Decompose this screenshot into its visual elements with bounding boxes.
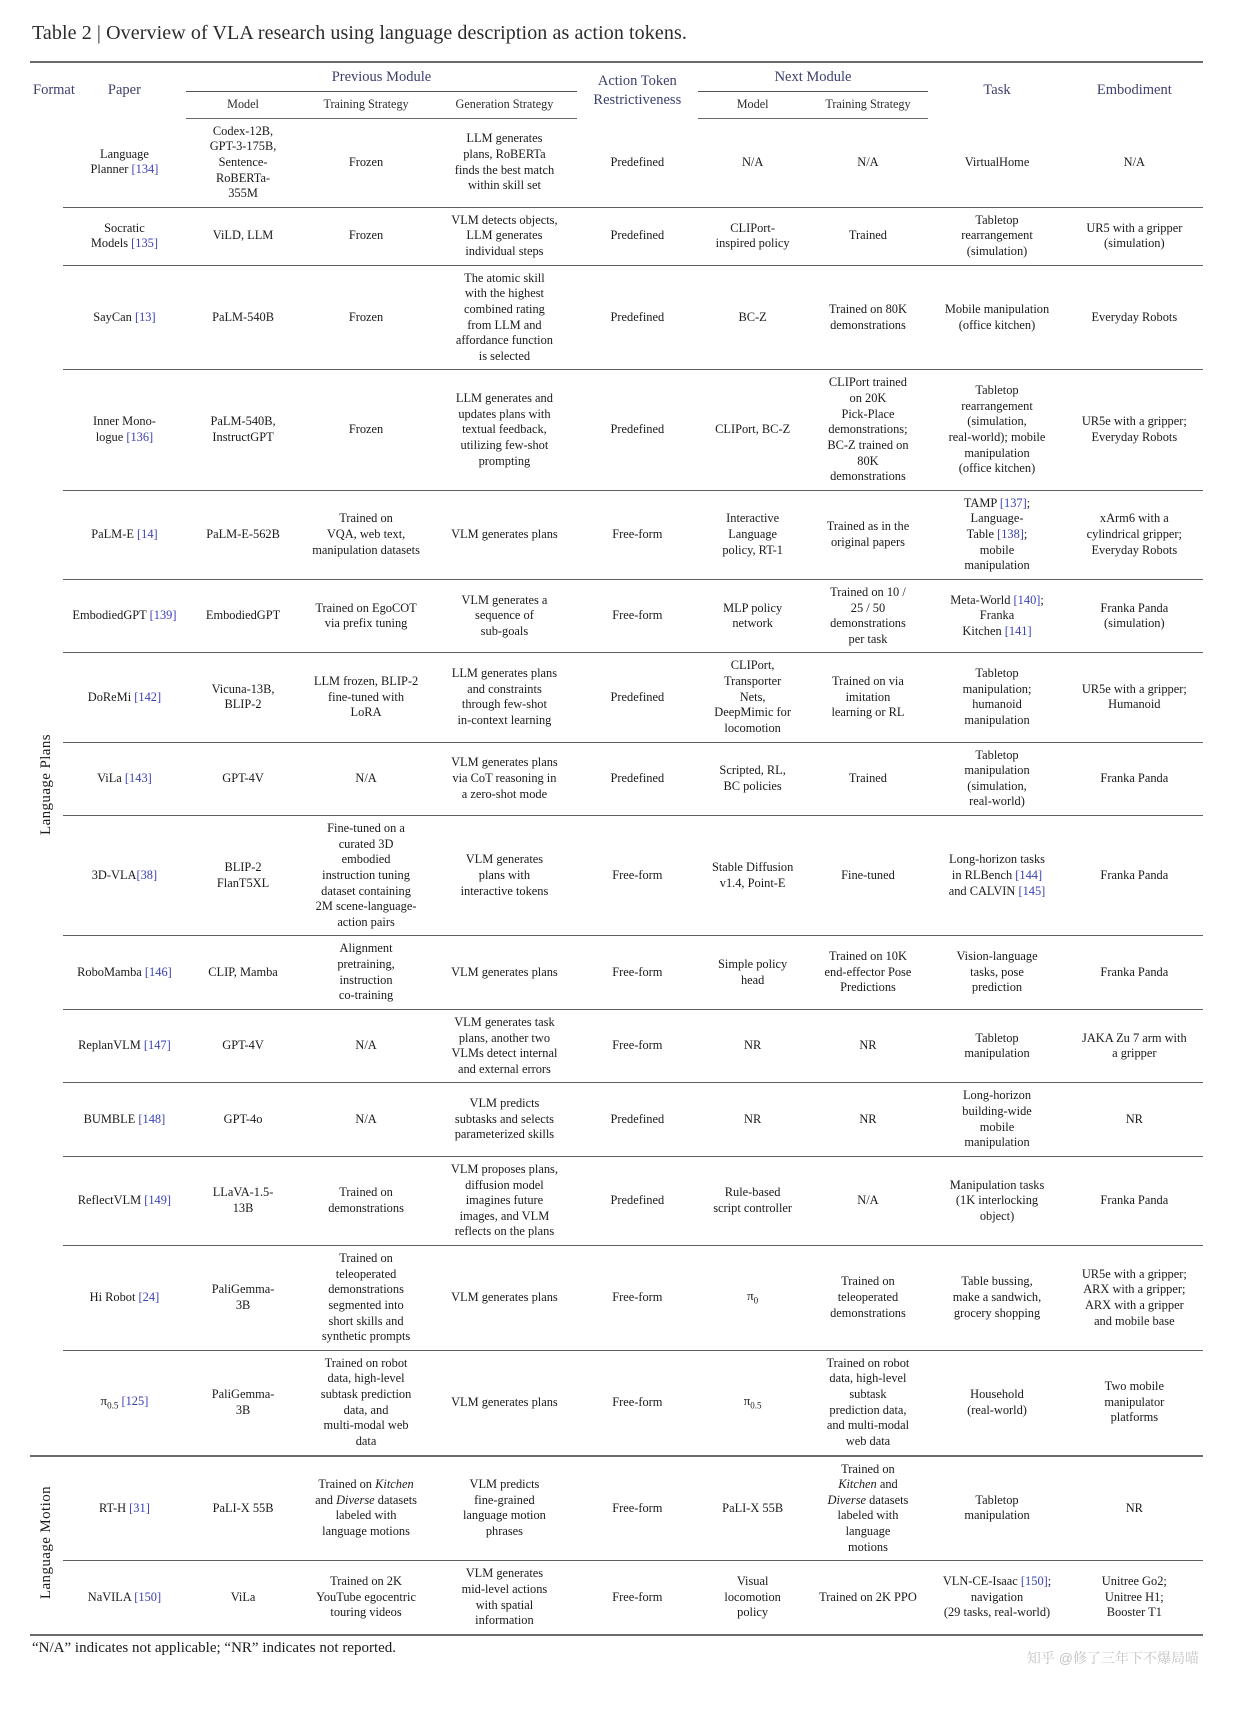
cell-next-training: Trained as in the original papers bbox=[808, 490, 929, 579]
cell-prev-generation: VLM generates task plans, another two VLMs detect internal and external errors bbox=[432, 1009, 577, 1083]
cell-prev-training: Trained on 2K YouTube egocentric touring videos bbox=[300, 1561, 432, 1635]
cell-action-token: Free-form bbox=[577, 1561, 698, 1635]
cell-prev-model: GPT-4o bbox=[186, 1083, 300, 1157]
citation-link[interactable]: [134] bbox=[131, 162, 159, 177]
cell-next-model: MLP policy network bbox=[698, 579, 808, 653]
cell-next-training: Trained on via imitation learning or RL bbox=[808, 653, 929, 742]
cell-embodiment: JAKA Zu 7 arm with a gripper bbox=[1066, 1009, 1203, 1083]
cell-paper: RoboMamba [146] bbox=[63, 936, 186, 1010]
citation-link[interactable]: [136] bbox=[126, 430, 154, 445]
cell-task: TAMP [137]; Language- Table [138]; mobile manipulation bbox=[928, 490, 1065, 579]
cell-next-model: NR bbox=[698, 1009, 808, 1083]
cell-task: Tabletop manipulation; humanoid manipulation bbox=[928, 653, 1065, 742]
cell-next-training: Trained on 10K end-effector Pose Predictions bbox=[808, 936, 929, 1010]
cell-next-model: NR bbox=[698, 1083, 808, 1157]
cell-next-model: Scripted, RL, BC policies bbox=[698, 742, 808, 816]
cell-next-training: Trained on 80K demonstrations bbox=[808, 265, 929, 370]
cell-next-model: $\pi_{0.5}$ bbox=[698, 1350, 808, 1455]
col-header-task: Task bbox=[928, 62, 1065, 118]
table-bottom-rule bbox=[30, 1635, 1203, 1636]
cell-prev-model: ViLa bbox=[186, 1561, 300, 1635]
citation-link[interactable]: [13] bbox=[134, 309, 156, 324]
cell-prev-model: GPT-4V bbox=[186, 742, 300, 816]
cell-prev-training: Trained on teleoperated demonstrations segmented into short skills and synthetic prompts bbox=[300, 1246, 432, 1351]
cell-prev-generation: The atomic skill with the highest combined rating from LLM and affordance function is selected bbox=[432, 265, 577, 370]
table-row bbox=[30, 1156, 1203, 1245]
cell-task: Vision-language tasks, pose prediction bbox=[928, 936, 1065, 1010]
cell-next-training: N/A bbox=[857, 154, 879, 169]
rule-segment bbox=[577, 1635, 698, 1636]
cell-embodiment: Franka Panda bbox=[1066, 1156, 1203, 1245]
table-row bbox=[30, 1350, 1203, 1455]
citation-link[interactable]: [146] bbox=[144, 964, 172, 979]
cell-prev-generation: LLM generates plans, RoBERTa finds the best match within skill set bbox=[454, 131, 555, 193]
cell-task: Table bussing, make a sandwich, grocery shopping bbox=[928, 1246, 1065, 1351]
cell-prev-model: EmbodiedGPT bbox=[186, 579, 300, 653]
cell-embodiment: Unitree Go2; Unitree H1; Booster T1 bbox=[1066, 1561, 1203, 1635]
cell-next-model: Rule-based script controller bbox=[698, 1156, 808, 1245]
cell-next-training: Trained bbox=[808, 742, 929, 816]
cell-task: Tabletop manipulation (simulation, real-world) bbox=[928, 742, 1065, 816]
table-row bbox=[30, 653, 1203, 742]
cell-next-training: NR bbox=[808, 1009, 929, 1083]
cell-prev-model: PaLM-540B, InstructGPT bbox=[186, 370, 300, 490]
citation-link[interactable]: [38] bbox=[136, 867, 158, 882]
cell-prev-model: BLIP-2 FlanT5XL bbox=[186, 816, 300, 936]
cell-next-model: PaLI-X 55B bbox=[698, 1456, 808, 1561]
cell-prev-generation: VLM generates plans via CoT reasoning in a zero-shot mode bbox=[432, 742, 577, 816]
cell-prev-generation: VLM generates plans bbox=[432, 1246, 577, 1351]
cell-prev-model: PaliGemma- 3B bbox=[186, 1350, 300, 1455]
cell-task: Long-horizon building-wide mobile manipulation bbox=[928, 1083, 1065, 1157]
cell-task: Tabletop manipulation bbox=[928, 1009, 1065, 1083]
cell-prev-training: Frozen bbox=[348, 154, 384, 169]
col-header-prev-generation: Generation Strategy bbox=[432, 92, 577, 118]
cell-prev-generation: VLM generates plans with interactive tokens bbox=[432, 816, 577, 936]
cell-next-model: CLIPort, Transporter Nets, DeepMimic for locomotion bbox=[698, 653, 808, 742]
table-row bbox=[30, 207, 1203, 265]
table-caption: Table 2 | Overview of VLA research using language description as action tokens. bbox=[32, 22, 687, 44]
citation-link[interactable]: [135] bbox=[131, 236, 158, 251]
cell-paper: BUMBLE [148] bbox=[63, 1083, 186, 1157]
cell-action-token: Predefined bbox=[577, 1083, 698, 1157]
rule-segment bbox=[300, 1635, 432, 1636]
citation-link[interactable]: [31] bbox=[129, 1500, 150, 1515]
cell-action-token: Predefined bbox=[610, 154, 665, 169]
cell-next-model: N/A bbox=[741, 154, 764, 169]
cell-prev-training: N/A bbox=[300, 1009, 432, 1083]
citation-link[interactable]: [139] bbox=[149, 608, 177, 623]
table-row bbox=[30, 1561, 1203, 1635]
cell-next-training: Trained on robot data, high-level subtask prediction data, and multi-modal web data bbox=[808, 1350, 929, 1455]
citation-link[interactable]: [148] bbox=[138, 1111, 166, 1126]
cell-embodiment: UR5e with a gripper; ARX with a gripper; ARX with a gripper and mobile base bbox=[1066, 1246, 1203, 1351]
cell-prev-generation: VLM detects objects, LLM generates individual steps bbox=[432, 207, 577, 265]
table-body bbox=[30, 118, 1203, 1636]
cell-action-token: Predefined bbox=[577, 265, 698, 370]
cell-action-token: Predefined bbox=[577, 370, 698, 490]
table-row bbox=[30, 1009, 1203, 1083]
cell-prev-training: N/A bbox=[300, 1083, 432, 1157]
cell-action-token: Free-form bbox=[577, 816, 698, 936]
table-row bbox=[30, 1456, 1203, 1561]
cell-embodiment: NR bbox=[1066, 1456, 1203, 1561]
col-header-paper: Paper bbox=[63, 62, 186, 118]
cell-prev-model: Codex-12B, GPT-3-175B, Sentence- RoBERTa- 355M bbox=[209, 123, 277, 201]
cell-prev-generation: VLM proposes plans, diffusion model imagines future images, and VLM reflects on the plans bbox=[432, 1156, 577, 1245]
rule-segment bbox=[432, 1635, 577, 1636]
cell-action-token: Free-form bbox=[577, 1009, 698, 1083]
cell-prev-model: Vicuna-13B, BLIP-2 bbox=[186, 653, 300, 742]
cell-paper: Inner Mono- logue [136] bbox=[63, 370, 186, 490]
rule-segment bbox=[1066, 1635, 1203, 1636]
cell-task: VLN-CE-Isaac [150]; navigation (29 tasks, real-world) bbox=[928, 1561, 1065, 1635]
cell-action-token: Free-form bbox=[577, 1350, 698, 1455]
cell-next-model: Interactive Language policy, RT-1 bbox=[698, 490, 808, 579]
table-footnote: “N/A” indicates not applicable; “NR” indicates not reported. bbox=[32, 1639, 397, 1656]
cell-embodiment: Franka Panda bbox=[1066, 742, 1203, 816]
cell-action-token: Predefined bbox=[577, 742, 698, 816]
cell-next-model: CLIPort- inspired policy bbox=[698, 207, 808, 265]
cell-prev-model: ViLD, LLM bbox=[186, 207, 300, 265]
cell-prev-generation: LLM generates and updates plans with textual feedback, utilizing few-shot prompting bbox=[432, 370, 577, 490]
cell-paper: $\pi_{0.5}$ [125] bbox=[63, 1350, 186, 1455]
cell-prev-generation: VLM generates mid-level actions with spatial information bbox=[432, 1561, 577, 1635]
citation-link[interactable]: [149] bbox=[144, 1193, 172, 1208]
cell-embodiment: Two mobile manipulator platforms bbox=[1066, 1350, 1203, 1455]
table-row bbox=[30, 1083, 1203, 1157]
vla-overview-table bbox=[30, 61, 1203, 1636]
cell-next-model: Visual locomotion policy bbox=[698, 1561, 808, 1635]
citation-link[interactable]: [150] bbox=[134, 1589, 162, 1604]
cell-task: Tabletop rearrangement (simulation) bbox=[928, 207, 1065, 265]
table-row bbox=[30, 936, 1203, 1010]
col-header-format: Format bbox=[30, 62, 63, 118]
rule-segment bbox=[30, 1635, 63, 1636]
table-row bbox=[30, 742, 1203, 816]
cell-prev-model: GPT-4V bbox=[186, 1009, 300, 1083]
cell-paper: 3D-VLA[38] bbox=[63, 816, 186, 936]
cell-prev-training: Trained on demonstrations bbox=[300, 1156, 432, 1245]
cell-embodiment: Franka Panda bbox=[1066, 816, 1203, 936]
rule-segment bbox=[808, 1635, 929, 1636]
table-head bbox=[30, 62, 1203, 118]
cell-next-training: Fine-tuned bbox=[808, 816, 929, 936]
col-group-previous-module: Previous Module bbox=[186, 62, 577, 92]
cell-next-training: Trained on 2K PPO bbox=[808, 1561, 929, 1635]
cell-task: Mobile manipulation (office kitchen) bbox=[928, 265, 1065, 370]
citation-link[interactable]: [24] bbox=[138, 1290, 160, 1305]
table-row bbox=[30, 816, 1203, 936]
cell-action-token: Free-form bbox=[577, 490, 698, 579]
cell-action-token: Predefined bbox=[577, 1156, 698, 1245]
format-language-plans-label: Language Plans bbox=[38, 733, 55, 835]
cell-next-training: N/A bbox=[808, 1156, 929, 1245]
cell-prev-training: Alignment pretraining, instruction co-training bbox=[300, 936, 432, 1010]
cell-action-token: Free-form bbox=[577, 936, 698, 1010]
cell-task: Meta-World [140]; Franka Kitchen [141] bbox=[928, 579, 1065, 653]
rule-segment bbox=[928, 1635, 1065, 1636]
cell-paper: ReflectVLM [149] bbox=[63, 1156, 186, 1245]
cell-prev-training: Frozen bbox=[300, 265, 432, 370]
col-header-next-training: Training Strategy bbox=[808, 92, 929, 118]
cell-paper: ViLa [143] bbox=[63, 742, 186, 816]
cell-action-token: Free-form bbox=[577, 579, 698, 653]
cell-embodiment: UR5 with a gripper (simulation) bbox=[1066, 207, 1203, 265]
cell-next-model: Stable Diffusion v1.4, Point-E bbox=[698, 816, 808, 936]
cell-embodiment: UR5e with a gripper; Everyday Robots bbox=[1066, 370, 1203, 490]
cell-prev-training: Frozen bbox=[300, 370, 432, 490]
cell-embodiment: NR bbox=[1066, 1083, 1203, 1157]
table-row bbox=[30, 265, 1203, 370]
cell-prev-generation: VLM generates plans bbox=[432, 490, 577, 579]
cell-prev-training: LLM frozen, BLIP-2 fine-tuned with LoRA bbox=[300, 653, 432, 742]
cell-paper: Hi Robot [24] bbox=[63, 1246, 186, 1351]
cell-next-training: Trained on 10 / 25 / 50 demonstrations per task bbox=[808, 579, 929, 653]
cell-task: Tabletop manipulation bbox=[928, 1456, 1065, 1561]
citation-link[interactable]: [125] bbox=[121, 1394, 149, 1409]
format-language-motion-label: Language Motion bbox=[38, 1486, 55, 1600]
cell-task: Household (real-world) bbox=[928, 1350, 1065, 1455]
cell-next-model: Simple policy head bbox=[698, 936, 808, 1010]
col-header-prev-model: Model bbox=[186, 92, 300, 118]
cell-prev-model: PaLM-540B bbox=[186, 265, 300, 370]
table-row bbox=[30, 370, 1203, 490]
cell-embodiment: Franka Panda bbox=[1066, 936, 1203, 1010]
cell-embodiment: UR5e with a gripper; Humanoid bbox=[1066, 653, 1203, 742]
citation-link[interactable]: [14] bbox=[137, 527, 158, 542]
action-token-line2: Restrictiveness bbox=[593, 91, 682, 108]
rule-segment bbox=[698, 1635, 808, 1636]
cell-next-model: CLIPort, BC-Z bbox=[698, 370, 808, 490]
cell-task: Manipulation tasks (1K interlocking object) bbox=[928, 1156, 1065, 1245]
cell-action-token: Predefined bbox=[577, 653, 698, 742]
cell-prev-training: N/A bbox=[300, 742, 432, 816]
col-header-embodiment: Embodiment bbox=[1066, 62, 1203, 118]
cell-prev-training: Trained on Kitchen and Diverse datasets labeled with language motions bbox=[300, 1456, 432, 1561]
cell-next-training: Trained bbox=[808, 207, 929, 265]
cell-prev-model: CLIP, Mamba bbox=[186, 936, 300, 1010]
col-header-prev-training: Training Strategy bbox=[300, 92, 432, 118]
cell-prev-model: LLaVA-1.5- 13B bbox=[186, 1156, 300, 1245]
cell-prev-model: PaliGemma- 3B bbox=[186, 1246, 300, 1351]
cell-paper: Language Planner [134] bbox=[90, 146, 159, 177]
cell-prev-training: Trained on VQA, web text, manipulation datasets bbox=[300, 490, 432, 579]
cell-prev-generation: LLM generates plans and constraints through few-shot in-context learning bbox=[432, 653, 577, 742]
cell-action-token: Predefined bbox=[577, 207, 698, 265]
cell-prev-model: PaLI-X 55B bbox=[186, 1456, 300, 1561]
citation-link[interactable]: [142] bbox=[134, 689, 162, 704]
table-row bbox=[30, 1246, 1203, 1351]
rule-segment bbox=[63, 1635, 186, 1636]
cell-paper: ReplanVLM [147] bbox=[63, 1009, 186, 1083]
cell-prev-generation: VLM generates plans bbox=[432, 1350, 577, 1455]
cell-paper: EmbodiedGPT [139] bbox=[63, 579, 186, 653]
cell-prev-generation: VLM predicts subtasks and selects parameterized skills bbox=[432, 1083, 577, 1157]
table-row bbox=[30, 490, 1203, 579]
cell-embodiment: xArm6 with a cylindrical gripper; Everyday Robots bbox=[1066, 490, 1203, 579]
cell-task: Long-horizon tasks in RLBench [144] and CALVIN [145] bbox=[928, 816, 1065, 936]
cell-paper: Socratic Models [135] bbox=[63, 207, 186, 265]
citation-link[interactable]: [143] bbox=[124, 770, 152, 785]
cell-task: VirtualHome bbox=[964, 154, 1030, 169]
cell-paper: DoReMi [142] bbox=[63, 653, 186, 742]
header-row-groups bbox=[30, 62, 1203, 92]
cell-embodiment: N/A bbox=[1123, 154, 1145, 169]
citation-link[interactable]: [147] bbox=[143, 1038, 171, 1053]
cell-prev-training: Trained on robot data, high-level subtask prediction data, and multi-modal web data bbox=[300, 1350, 432, 1455]
format-language-motion bbox=[30, 1456, 63, 1635]
format-language-plans bbox=[30, 118, 63, 1455]
cell-embodiment: Franka Panda (simulation) bbox=[1066, 579, 1203, 653]
cell-prev-generation: VLM generates a sequence of sub-goals bbox=[432, 579, 577, 653]
cell-paper: PaLM-E [14] bbox=[63, 490, 186, 579]
cell-prev-training: Frozen bbox=[300, 207, 432, 265]
table-row bbox=[30, 118, 1203, 207]
cell-next-model: BC-Z bbox=[698, 265, 808, 370]
cell-paper: NaVILA [150] bbox=[63, 1561, 186, 1635]
table-row bbox=[30, 579, 1203, 653]
cell-next-model: $\pi_0$ bbox=[698, 1246, 808, 1351]
rule-segment bbox=[186, 1635, 300, 1636]
action-token-line1: Action Token bbox=[597, 73, 677, 90]
cell-task: Tabletop rearrangement (simulation, real-world); mobile manipulation (office kitchen) bbox=[928, 370, 1065, 490]
cell-prev-generation: VLM generates plans bbox=[432, 936, 577, 1010]
cell-action-token: Free-form bbox=[577, 1246, 698, 1351]
cell-paper: RT-H [31] bbox=[63, 1456, 186, 1561]
cell-next-training: NR bbox=[808, 1083, 929, 1157]
watermark: 知乎 @修了三年下不爆局喵 bbox=[1026, 1650, 1199, 1666]
cell-next-training: CLIPort trained on 20K Pick-Place demonstrations; BC-Z trained on 80K demonstrations bbox=[808, 370, 929, 490]
cell-next-training: Trained on Kitchen and Diverse datasets labeled with language motions bbox=[808, 1456, 929, 1561]
cell-next-training: Trained on teleoperated demonstrations bbox=[808, 1246, 929, 1351]
cell-prev-model: PaLM-E-562B bbox=[186, 490, 300, 579]
cell-prev-generation: VLM predicts fine-grained language motion phrases bbox=[432, 1456, 577, 1561]
cell-prev-training: Fine-tuned on a curated 3D embodied instruction tuning dataset containing 2M scene-language- action pairs bbox=[300, 816, 432, 936]
col-group-next-module: Next Module bbox=[698, 62, 929, 92]
cell-embodiment: Everyday Robots bbox=[1066, 265, 1203, 370]
col-header-action-token bbox=[577, 62, 698, 118]
col-header-next-model: Model bbox=[698, 92, 808, 118]
cell-prev-training: Trained on EgoCOT via prefix tuning bbox=[300, 579, 432, 653]
cell-paper: SayCan [13] bbox=[63, 265, 186, 370]
cell-action-token: Free-form bbox=[577, 1456, 698, 1561]
